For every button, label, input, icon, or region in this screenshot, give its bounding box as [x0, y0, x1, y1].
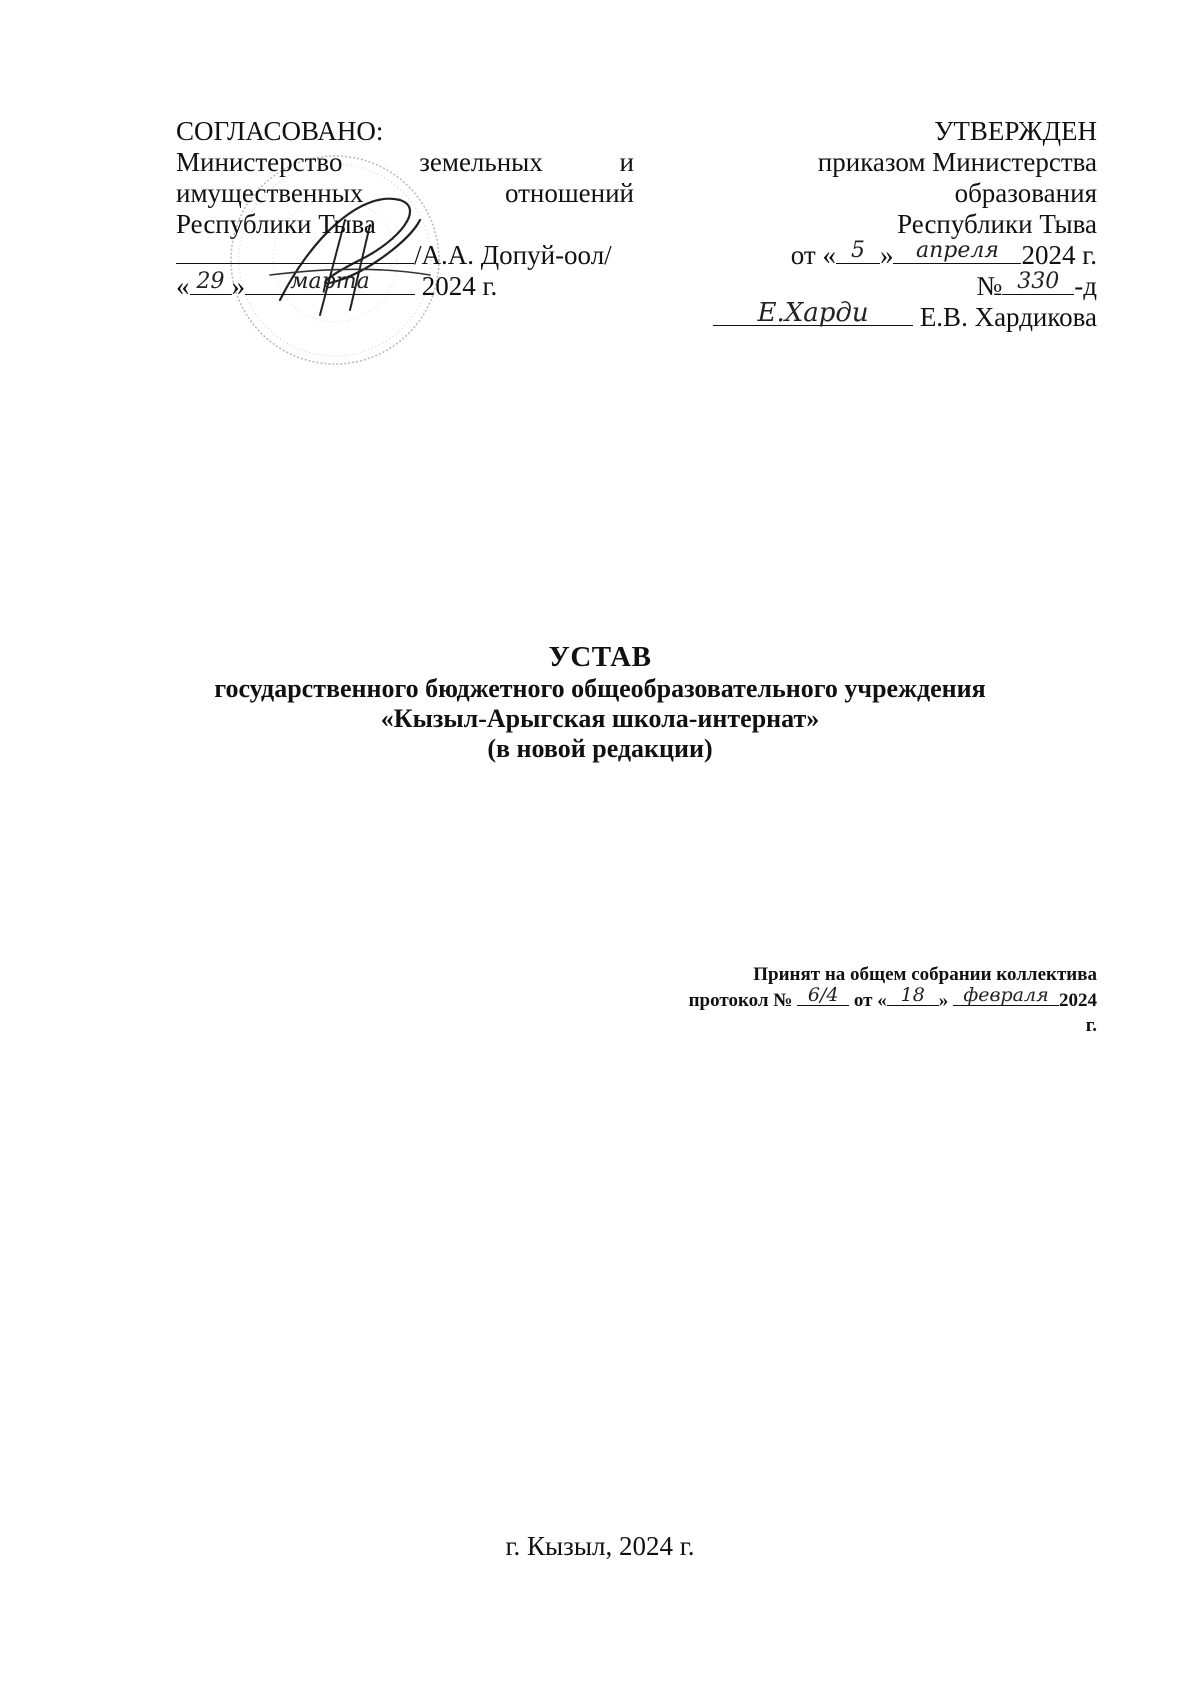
order-suffix: -д [1074, 271, 1097, 301]
approved-signature-text: Е.Харди [757, 298, 869, 328]
approved-order-number: 330 [1017, 269, 1060, 294]
month-blank [245, 269, 415, 295]
approved-line-3: Республики Тыва [897, 209, 1097, 239]
quote-open: « [176, 271, 190, 301]
protocol-prefix: протокол № [688, 990, 793, 1011]
title-line-3: «Кызыл-Арыгская школа-интернат» [380, 704, 820, 733]
accepted-date-month: февраля [963, 984, 1049, 1006]
accepted-block [620, 962, 1097, 1038]
agreed-word: имущественных [176, 178, 364, 208]
quote-close: » [231, 271, 245, 301]
day-blank [190, 269, 232, 295]
agreed-line-2 [176, 178, 634, 209]
day-blank [836, 238, 880, 264]
title-line-2: государственного бюджетного общеобразовательного учреждения [214, 674, 986, 703]
agreed-line-1 [176, 147, 634, 178]
agreed-line-3: Республики Тыва [176, 209, 376, 239]
approved-heading: УТВЕРЖДЕН [934, 116, 1097, 146]
agreed-word: земельных [419, 147, 543, 177]
agreed-date-day: 29 [196, 269, 225, 294]
accepted-protocol-line [620, 984, 1097, 1013]
agreed-word: отношений [504, 178, 634, 208]
number-sign: № [976, 271, 1003, 301]
approved-date-day: 5 [850, 238, 865, 263]
approved-signer-line [690, 298, 1097, 333]
month-blank [953, 984, 1059, 1006]
agreed-word: Министерство [176, 147, 343, 177]
day-blank [887, 984, 939, 1006]
agreed-date-year: 2024 г. [421, 271, 498, 301]
agreed-date-line [176, 271, 634, 302]
document-title [0, 640, 1200, 764]
month-blank [893, 238, 1021, 264]
accepted-date-year: 2024 [1059, 990, 1097, 1011]
accepted-date-day: 18 [900, 984, 925, 1006]
quote-close: » [938, 990, 949, 1011]
approved-signer: Е.В. Хардикова [919, 302, 1097, 332]
accepted-line-1: Принят на общем собрании коллектива [753, 964, 1097, 985]
accepted-year-suffix: г. [1085, 1015, 1097, 1036]
order-blank [1002, 269, 1074, 295]
title-main: УСТАВ [548, 641, 652, 673]
agreed-word: и [619, 147, 634, 177]
approved-date-month: апреля [915, 238, 999, 263]
agreed-date-month: марта [290, 269, 370, 294]
date-prefix: от « [790, 240, 836, 270]
approved-line-1: приказом Министерства [817, 147, 1097, 177]
quote-close: » [879, 240, 894, 270]
approved-date-line [690, 240, 1097, 271]
date-prefix: от « [853, 990, 887, 1011]
signature-underline [176, 241, 414, 264]
protocol-blank [797, 984, 849, 1006]
title-line-4: (в новой редакции) [487, 734, 713, 763]
approved-line-2: образования [954, 178, 1097, 208]
agreed-signer-line [176, 240, 634, 271]
footer-place-date: г. Кызыл, 2024 г. [505, 1531, 695, 1561]
agreed-heading: СОГЛАСОВАНО: [176, 116, 384, 146]
signature-underline [713, 298, 913, 328]
approved-order-line [690, 271, 1097, 302]
agreed-signer: /А.А. Допуй-оол/ [414, 240, 612, 270]
approved-date-year: 2024 г. [1021, 240, 1097, 270]
accepted-protocol-number: 6/4 [807, 984, 839, 1006]
agreed-block [176, 116, 634, 302]
approved-block [690, 116, 1097, 333]
